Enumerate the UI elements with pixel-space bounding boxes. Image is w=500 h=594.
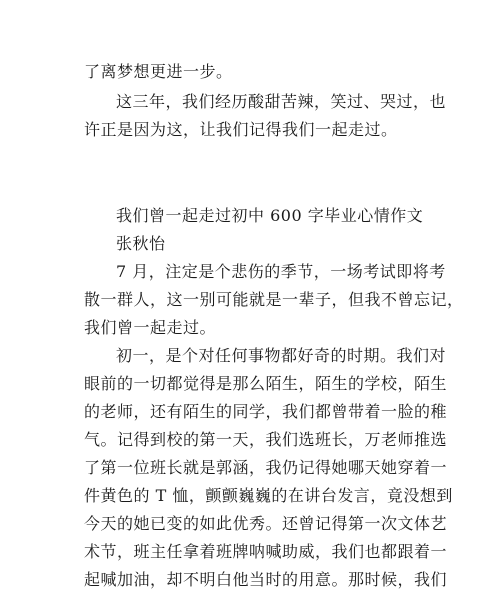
paragraph-line: 眼前的一切都觉得是那么陌生，陌生的学校，陌生: [84, 374, 448, 393]
author-name: 张秋怡: [116, 234, 166, 253]
paragraph-line: 这三年，我们经历酸甜苦辣，笑过、哭过，也: [116, 92, 447, 111]
paragraph-line: 我们曾一起走过。: [84, 318, 217, 337]
paragraph-line: 了第一位班长就是郭涵，我仍记得她哪天她穿着一: [84, 458, 448, 477]
paragraph-line: 件黄色的 T 恤，颤颤巍巍的在讲台发言，竟没想到: [84, 486, 453, 505]
paragraph-line: 今天的她已变的如此优秀。还曾记得第一次文体艺: [84, 514, 448, 533]
paragraph-line: 气。记得到校的第一天，我们选班长，万老师推选: [84, 430, 448, 449]
paragraph-line: 7 月，注定是个悲伤的季节，一场考试即将考: [116, 262, 446, 281]
paragraph-line: 散一群人，这一别可能就是一辈子，但我不曾忘记，: [84, 290, 464, 309]
paragraph-line: 了离梦想更进一步。: [84, 62, 233, 81]
paragraph-line: 许正是因为这，让我们记得我们一起走过。: [84, 120, 398, 139]
paragraph-line: 初一，是个对任何事物都好奇的时期。我们对: [116, 346, 447, 365]
paragraph-line: 术节，班主任拿着班牌呐喊助威，我们也都跟着一: [84, 542, 448, 561]
article-title: 我们曾一起走过初中 600 字毕业心情作文: [116, 206, 424, 225]
paragraph-line: 起喊加油，却不明白他当时的用意。那时候，我们: [84, 570, 448, 589]
paragraph-line: 的老师，还有陌生的同学，我们都曾带着一脸的稚: [84, 402, 448, 421]
